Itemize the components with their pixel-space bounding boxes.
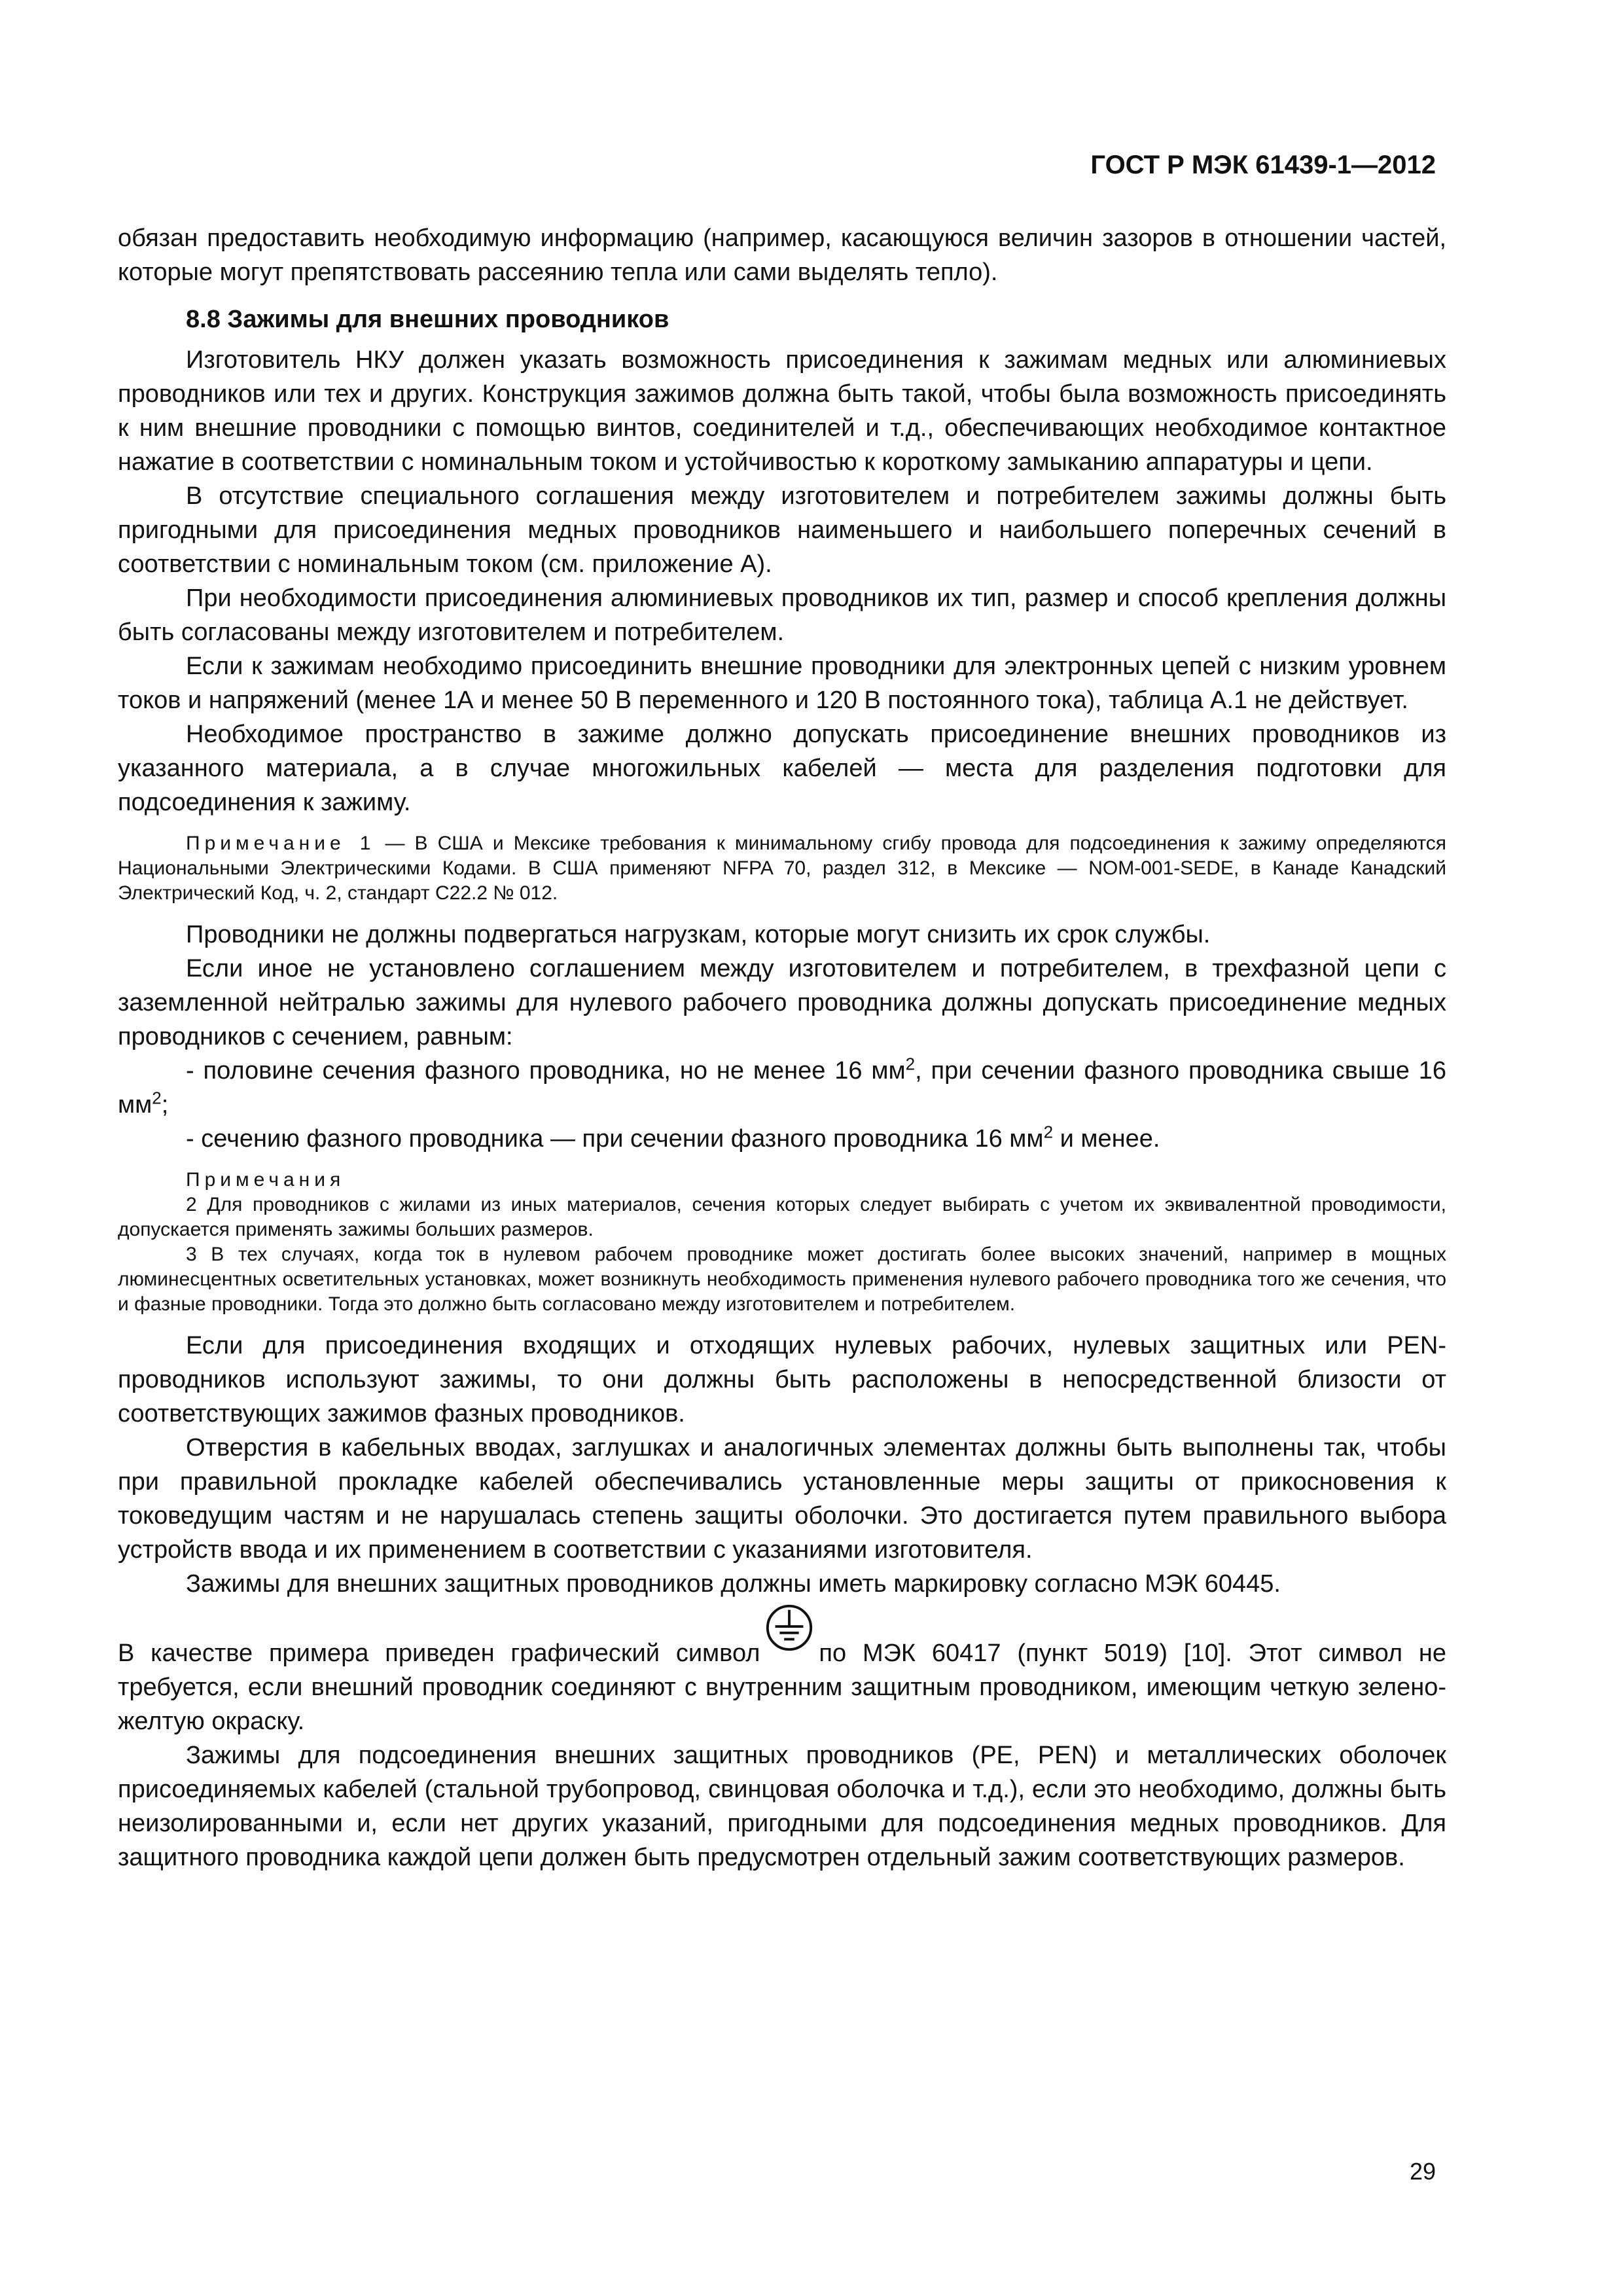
paragraph: Если для присоединения входящих и отходящих нулевых рабочих, нулевых защитных или PEN-проводников используют зажимы, то они должны быть расположены в непосредственной близости от соответствующих зажимов фазных проводников. [118, 1332, 1446, 1427]
note-label: Примечание 1 [186, 833, 376, 854]
paragraph-continuation: обязан предоставить необходимую информацию (например, касающуюся величин зазоров в отношении частей, которые могут препятствовать рассеянию тепла или сами выделять тепло). [118, 224, 1446, 286]
paragraph: При необходимости присоединения алюминиевых проводников их тип, размер и способ крепления должны быть согласованы между изготовителем и потребителем. [118, 584, 1446, 646]
note-block [118, 831, 1446, 906]
paragraph: Изготовитель НКУ должен указать возможность присоединения к зажимам медных или алюминиевых проводников или тех и других. Конструкция зажимов должна быть такой, чтобы была возможность присоединять к ним внешние проводники с помощью винтов, соединителей и т.д., обеспечивающих необходимое контактное нажатие в соответствии с номинальным током и устойчивостью к короткому замыканию аппаратуры и цепи. [118, 346, 1446, 476]
page-number: 29 [1409, 2158, 1436, 2185]
paragraph: В отсутствие специального соглашения между изготовителем и потребителем зажимы должны быть пригодными для присоединения медных проводников наименьшего и наибольшего поперечных сечений в соответствии с номинальным током (см. приложение А). [118, 482, 1446, 578]
list-item: - сечению фазного проводника — при сечении фазного проводника 16 $мм^2$ и менее. [186, 1122, 1160, 1153]
notes-block [118, 1168, 1446, 1317]
paragraph: Зажимы для подсоединения внешних защитных проводников (PE, PEN) и металлических оболочек присоединяемых кабелей (стальной трубопровод, свинцовая оболочка и т.д.), если это необходимо, должны быть неизолированными и, если нет других указаний, пригодными для подсоединения медных проводников. Для защитного проводника каждой цепи должен быть предусмотрен отдельный зажим соответствующих размеров. [118, 1742, 1446, 1871]
paragraph: Необходимое пространство в зажиме должно допускать присоединение внешних проводников из указанного материала, а в случае многожильных кабелей — места для разделения подготовки для подсоединения к зажиму. [118, 721, 1446, 816]
protective-earth-icon [764, 1602, 815, 1644]
body-text [118, 221, 1446, 1874]
paragraph: Отверстия в кабельных вводах, заглушках и аналогичных элементах должны быть выполнены так, чтобы при правильной прокладке кабелей обеспечивались установленные меры защиты от прикосновения к токоведущим частям и не нарушалась степень защиты оболочки. Это достигается путем правильного выбора устройств ввода и их применением в соответствии с указаниями изготовителя. [118, 1434, 1446, 1564]
paragraph: Зажимы для внешних защитных проводников должны иметь маркировку согласно МЭК 60445. [186, 1570, 1281, 1598]
paragraph: Если к зажимам необходимо присоединить внешние проводники для электронных цепей с низким уровнем токов и напряжений (менее 1А и менее 50 В переменного и 120 В постоянного тока), таблица А.1 не действует. [118, 653, 1446, 714]
note: 2 Для проводников с жилами из иных материалов, сечения которых следует выбирать с учетом их эквивалентной проводимости, допускается применять зажимы больших размеров. [118, 1194, 1446, 1240]
standard-designation: ГОСТ Р МЭК 61439-1—2012 [1090, 151, 1436, 179]
list-item: - половине сечения фазного проводника, но не менее 16 $мм^2$, при сечении фазного проводника свыше 16 $мм^2$; [118, 1054, 1447, 1119]
paragraph: Проводники не должны подвергаться нагрузкам, которые могут снизить их срок службы. [186, 921, 1211, 948]
note: 3 В тех случаях, когда ток в нулевом рабочем проводнике может достигать более высоких значений, например в мощных люминесцентных осветительных установках, может возникнуть необходимость применения нулевого рабочего проводника того же сечения, что и фазные проводники. Тогда это должно быть согласовано между изготовителем и потребителем. [118, 1244, 1446, 1315]
note [118, 831, 1446, 906]
section-heading: 8.8 Зажимы для внешних проводников [186, 306, 669, 333]
notes-label: Примечания [186, 1169, 346, 1191]
paragraph: Если иное не установлено соглашением между изготовителем и потребителем, в трехфазной цепи с заземленной нейтралью зажимы для нулевого рабочего проводника должны допускать присоединение медных проводников с сечением, равным: [118, 955, 1446, 1050]
paragraph-with-symbol: В качестве примера приведен графический символ по МЭК 60417 (пункт 5019) [10]. Этот символ не требуется, если внешний проводник соединяют с внутренним защитным проводником, имеющим четкую зелено-желтую окраску. [118, 1615, 1446, 1738]
note-text: — В США и Мексике требования к минимальному сгибу провода для подсоединения к зажиму определяются Национальными Электрическими Кодами. В США применяют NFPA 70, раздел 312, в Мексике — NOM-001-SEDE, в Канаде Канадский Электрический Код, ч. 2, стандарт С22.2 № 012. [118, 833, 1446, 904]
